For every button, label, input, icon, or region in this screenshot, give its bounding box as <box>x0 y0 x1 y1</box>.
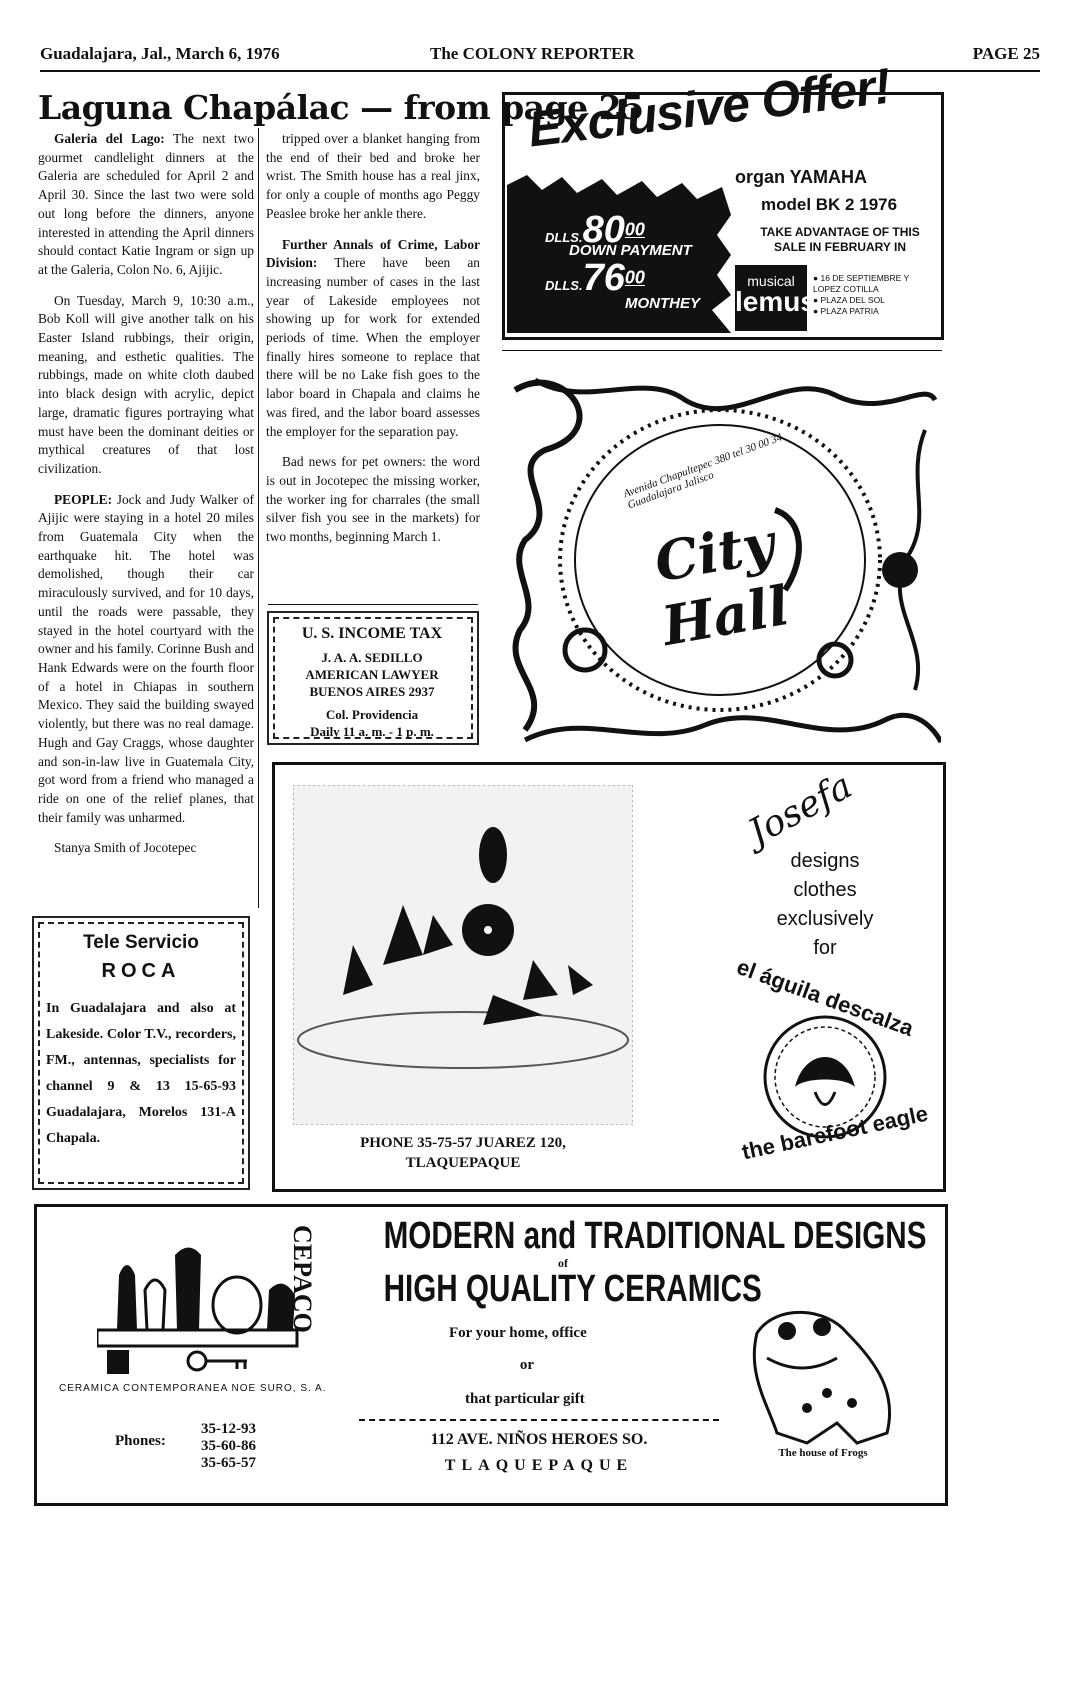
article-paragraph <box>266 130 480 224</box>
phone-number: 35-60-86 <box>201 1438 256 1454</box>
tagline-1: designs <box>790 850 860 872</box>
phone-number: 35-12-93 <box>201 1421 256 1437</box>
price-1: $DLLS.80^{00}$ <box>545 209 645 251</box>
ceramics-title-2: HIGH QUALITY CERAMICS <box>383 1268 762 1310</box>
roca-body: In Guadalajara and also at Lakeside. Color T.V., recorders, FM., antennas, specialists for channel 9 & 13 15-65-93 Guadalajara, Morelos 131-A Chapala. <box>46 1001 236 1146</box>
ceramics-line-2: that particular gift <box>465 1391 585 1407</box>
tagline-3: exclusively <box>776 908 874 930</box>
article-paragraph <box>38 491 254 828</box>
lemus-logo <box>735 265 816 331</box>
ceramics-ad <box>34 1204 948 1506</box>
lemus-brand-top: musical <box>747 273 795 289</box>
tele-servicio-ad <box>34 918 248 1188</box>
paragraph-text: Stanya Smith of Jocotepec <box>54 840 197 856</box>
josefa-contact <box>293 1133 633 1173</box>
ceramics-or: or <box>519 1357 535 1373</box>
page-number: PAGE 25 <box>972 44 1040 63</box>
organ-name: organ YAMAHA <box>735 167 868 187</box>
phone-list <box>201 1421 256 1472</box>
paragraph-text: tripped over a blanket hanging from the end of their bed and broke her wrist. The Smith house has a real jinx, for only a couple of months ago Peggy Peaslee broke her ankle there. <box>266 131 480 221</box>
article-column-2 <box>266 130 480 600</box>
paper-name: The COLONY REPORTER <box>430 44 635 63</box>
dateline: Guadalajara, Jal., March 6, 1976 <box>40 44 280 63</box>
article-paragraph <box>38 130 254 280</box>
column-divider <box>258 128 259 908</box>
city-hall-logo: City Hall <box>649 510 794 659</box>
roca-name: ROCA <box>101 960 181 982</box>
article-paragraph <box>266 453 480 547</box>
store-locations <box>813 273 937 317</box>
paragraph-text: On Tuesday, March 9, 10:30 a.m., Bob Koll will give another talk on his Easter Island rubbings, their origin, meaning, and esthetic qualities. The rubbings, made on white cloth daubed into black design with acrylic, depict large, dramatic figures portraying what must have been the dominant deities or mythical creatures of that lost civilization. <box>38 292 254 476</box>
city-hall-ad <box>505 370 941 750</box>
ceramics-divider <box>359 1419 719 1421</box>
paragraph-text: The next two gourmet candlelight dinners at the Galeria are scheduled for April 2 and April 30. Since the last two were sold out long before the dinners, anyone interested in attending the April dinners should contact Katie Ingram or sign up at the Galeria, Colon No. 6, Ajijic. <box>38 131 254 277</box>
yamaha-organ-ad <box>502 57 944 340</box>
cepaco-logo: CEPACO <box>288 1225 317 1333</box>
promo <box>745 225 935 255</box>
josefa-city: TLAQUEPAQUE <box>405 1155 521 1171</box>
article-paragraph <box>38 292 254 479</box>
income-tax-ad <box>268 604 478 745</box>
store-location: ● 16 DE SEPTIEMBRE Y LOPEZ COTILLA <box>813 273 909 294</box>
frog-caption: The house of Frogs <box>778 1447 868 1459</box>
paragraph-text: Jock and Judy Walker of Ajijic were staying in a hotel 20 miles from Guatemala City when the earthquake hit. The hotel was demolished, though their car miraculously survived, and for 10 days, until the roads were passable, they stayed in the hotel courtyard with the owner and his family. Corinne Bush and Hank Edwards were on the fourth floor of a hotel in Chiapas in southern Mexico. They said the building swayed violently, but there was no real damage. Hugh and Gay Craggs, whose daughter and son-in-law live in Guatemala City, got word from a friend who managed a ride on one of the relief planes, that their family was unharmed. <box>38 491 254 825</box>
tagline-4: for <box>813 937 837 959</box>
tax-area: Col. Providencia <box>325 707 419 722</box>
monthly: MONTHEY <box>625 295 700 312</box>
promo-line-2: SALE IN FEBRUARY IN <box>773 240 906 254</box>
tax-lawyer-role: AMERICAN LAWYER <box>305 667 439 682</box>
phone-number: 35-65-57 <box>201 1455 256 1471</box>
ceramics-of: of <box>558 1256 568 1270</box>
ceramics-company: CERAMICA CONTEMPORANEA NOE SURO, S. A. <box>59 1383 327 1394</box>
article-headline: Laguna Chapálac — from page 25 <box>38 88 644 127</box>
ceramics-city: TLAQUEPAQUE <box>444 1457 634 1474</box>
dress-photo <box>293 785 633 1125</box>
ceramics-title-1: MODERN and TRADITIONAL DESIGNS <box>383 1215 927 1257</box>
tax-lawyer-name: J. A. A. SEDILLO <box>321 650 423 665</box>
article-column-1 <box>38 130 254 910</box>
article-paragraph <box>266 236 480 442</box>
josefa-signature: Josefa <box>741 765 859 854</box>
paragraph-text: Bad news for pet owners: the word is out in Jocotepec the missing worker, the worker ing for charrales (the small silver fish you see in the markets) for two months, beginning March 1. <box>266 454 480 545</box>
store-location: ● PLAZA DEL SOL <box>813 295 885 305</box>
yamaha-headline: Exclusive Offer! <box>525 57 894 158</box>
tax-details <box>278 649 466 740</box>
paragraph-text: There have been an increasing number of cases in the last year of Lakeside employees not showing up for work for extended periods of time. When the employer finally hires someone to replace that there will be no Lake fish goes to the labor board in Chapala and claims he was fired, and the labor board assesses the employer for the separation pay. <box>266 255 480 439</box>
ceramics-address: 112 AVE. NIÑOS HEROES SO. <box>430 1431 648 1448</box>
frog-icon <box>737 1303 907 1453</box>
promo-line-1: TAKE ADVANTAGE OF THIS <box>760 225 920 239</box>
ceramics-line-1: For your home, office <box>449 1325 587 1341</box>
lemus-brand: lemus <box>735 286 816 317</box>
paragraph-lead: Further Annals of Crime, Labor Division: <box>266 236 480 271</box>
phones-label: Phones: <box>115 1433 166 1449</box>
tax-address: BUENOS AIRES 2937 <box>309 684 435 699</box>
tax-hours: Daily 11 a. m. - 1 p. m. <box>310 724 434 739</box>
organ-model: model BK 2 1976 <box>761 195 898 214</box>
roca-title: Tele Servicio <box>83 932 199 953</box>
down-payment: DOWN PAYMENT <box>569 242 692 259</box>
josefa-phone: PHONE 35-75-57 JUAREZ 120, <box>360 1135 566 1151</box>
city-hall-address: Avenida Chapultepec 380 tel 30 00 34 Guadalajara Jalisco <box>621 431 784 512</box>
paragraph-lead: Galeria del Lago: <box>54 131 165 146</box>
tagline-2: clothes <box>793 879 857 901</box>
josefa-ad <box>272 762 946 1192</box>
ceramics-headline <box>333 1215 927 1311</box>
divider <box>502 350 942 351</box>
price-2: $DLLS.76^{00}$ <box>545 257 645 299</box>
paragraph-lead: PEOPLE: <box>54 491 113 507</box>
eagle-brand-bottom: the barefoot eagle <box>739 1100 931 1165</box>
store-location: ● PLAZA PATRIA <box>813 306 879 316</box>
tax-title: U. S. INCOME TAX <box>301 625 443 642</box>
eagle-brand-top: el águila descalza <box>733 953 917 1042</box>
josefa-tagline <box>745 847 905 963</box>
article-paragraph <box>38 839 254 858</box>
page-header <box>40 42 1040 72</box>
